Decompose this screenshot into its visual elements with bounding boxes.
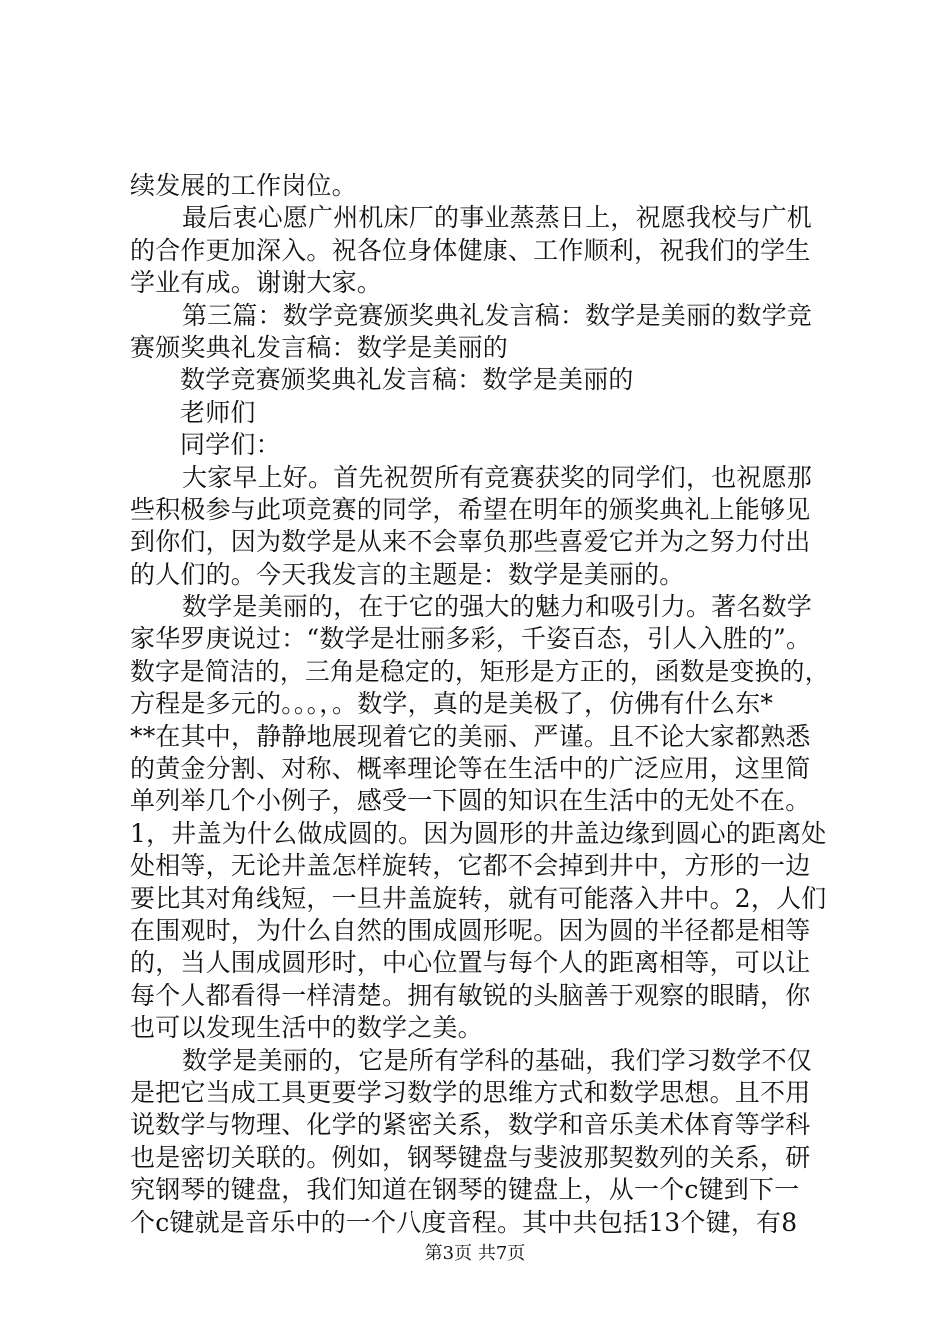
text-line: 数学是美丽的，在于它的强大的魅力和吸引力。著名数学	[182, 592, 813, 622]
text-line: 的，当人围成圆形时，中心位置与每个人的距离相等，可以让	[130, 948, 811, 978]
text-line: 究钢琴的键盘，我们知道在钢琴的键盘上，从一个c键到下一	[130, 1175, 800, 1205]
text-line: 老师们	[180, 397, 256, 427]
text-line: 同学们：	[180, 430, 281, 460]
text-line: 也是密切关联的。例如，钢琴键盘与斐波那契数列的关系，研	[130, 1142, 811, 1172]
text-line: 续发展的工作岗位。	[130, 171, 357, 200]
text-line: 个c键就是音乐中的一个八度音程。其中共包括13个键，有8	[130, 1207, 798, 1237]
text-line: 在围观时，为什么自然的围成圆形呢。因为圆的半径都是相等	[130, 915, 811, 945]
text-line-inner: 数字是简洁的，三角是稳定的，矩形是方正的，函数是变换的，	[130, 656, 830, 686]
page-number-footer: 第3页 共7页	[424, 1243, 526, 1264]
text-line: 每个人都看得一样清楚。拥有敏锐的头脑善于观察的眼睛，你	[130, 980, 811, 1010]
body-text	[130, 170, 830, 1239]
text-line: 大家早上好。首先祝贺所有竞赛获奖的同学们，也祝愿那	[182, 462, 813, 492]
text-line: 是把它当成工具更要学习数学的思维方式和数学思想。且不用	[130, 1077, 811, 1107]
text-line: 说数学与物理、化学的紧密关系，数学和音乐美术体育等学科	[130, 1110, 811, 1140]
text-line: 的合作更加深入。祝各位身体健康、工作顺利，祝我们的学生	[130, 235, 811, 265]
text-line: 数学竞赛颁奖典礼发言稿：数学是美丽的	[180, 365, 634, 395]
text-line: **在其中，静静地展现着它的美丽、严谨。且不论大家都熟悉	[130, 721, 811, 751]
text-line: 1，井盖为什么做成圆的。因为圆形的井盖边缘到圆心的距离处	[130, 818, 827, 848]
text-line: 最后衷心愿广州机床厂的事业蒸蒸日上，祝愿我校与广机	[182, 203, 813, 233]
text-line: 数学是美丽的，它是所有学科的基础，我们学习数学不仅	[182, 1045, 813, 1075]
text-line: 处相等，无论井盖怎样旋转，它都不会掉到井中，方形的一边	[130, 851, 811, 881]
text-line	[130, 656, 830, 688]
text-line: 单列举几个小例子，感受一下圆的知识在生活中的无处不在。	[130, 786, 811, 816]
text-line: 些积极参与此项竞赛的同学，希望在明年的颁奖典礼上能够见	[130, 494, 811, 524]
text-line: 到你们，因为数学是从来不会辜负那些喜爱它并为之努力付出	[130, 527, 811, 557]
text-line: 要比其对角线短，一旦井盖旋转，就有可能落入井中。2，人们	[130, 883, 827, 913]
text-line: 第三篇：数学竞赛颁奖典礼发言稿：数学是美丽的数学竞	[182, 300, 813, 330]
text-line: 赛颁奖典礼发言稿：数学是美丽的	[130, 332, 509, 362]
text-line: 家华罗庚说过：“数学是壮丽多彩，千姿百态，引人入胜的”。	[130, 624, 812, 654]
text-line: 也可以发现生活中的数学之美。	[130, 1013, 483, 1043]
text-line: 方程是多元的。。。，。数学，真的是美极了，仿佛有什么东*	[130, 689, 774, 719]
text-line: 的黄金分割、对称、概率理论等在生活中的广泛应用，这里简	[130, 754, 811, 784]
text-line: 学业有成。谢谢大家。	[130, 268, 383, 298]
text-line: 的人们的。今天我发言的主题是：数学是美丽的。	[130, 559, 685, 589]
